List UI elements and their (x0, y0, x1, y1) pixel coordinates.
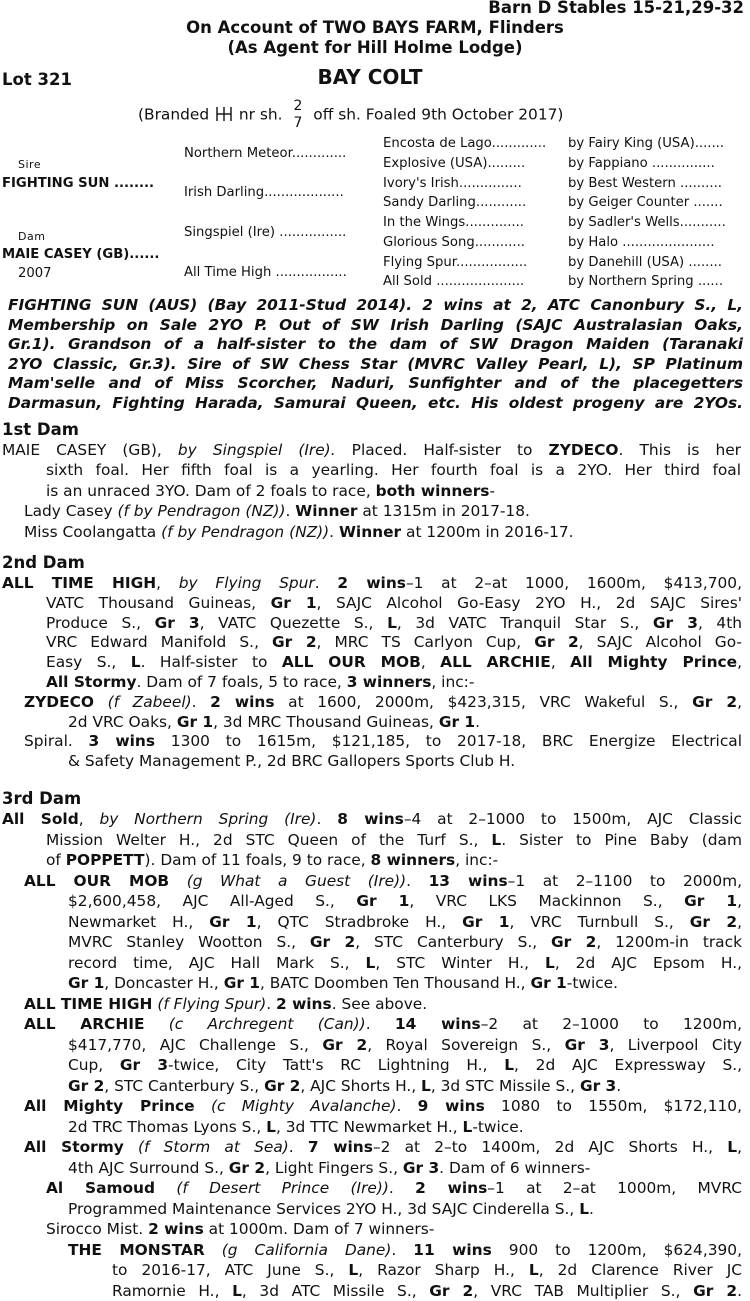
text: , 3d ATC Missile S., (242, 1282, 429, 1300)
text: . (366, 1015, 395, 1033)
bold-text: ALL ARCHIE (24, 1015, 144, 1033)
bold-text: 2 wins (415, 1179, 487, 1197)
pedigree-text-line (24, 1014, 742, 1035)
text: is an unraced 3YO. Dam of 2 foals to race, (46, 482, 376, 500)
text: , (421, 653, 440, 671)
pedigree-text-line (24, 731, 742, 752)
dam-dam: All Time High ................. (184, 263, 347, 282)
pedigree-text-line (24, 1096, 742, 1117)
bold-text: L (421, 1077, 431, 1095)
bold-text: Gr 3 (580, 1077, 616, 1095)
text: , (737, 693, 742, 711)
text: , VATC Quezette S., (200, 614, 387, 632)
italic-text: (f Desert Prince (Ire)) (176, 1179, 389, 1197)
text: . (316, 810, 337, 828)
ancestor-g2-5: In the Wings.............. (383, 213, 524, 232)
pedigree-text-line (24, 871, 742, 892)
text: , (737, 653, 742, 671)
text: , 1200m-in track (596, 933, 742, 951)
bold-text: Gr 2 (429, 1282, 473, 1300)
text: . Half-sister to (141, 653, 282, 671)
dam-sire: Singspiel (Ire) ................ (184, 223, 346, 242)
pedigree-text-line (46, 652, 742, 673)
text: . (266, 995, 276, 1013)
text: . (315, 574, 338, 592)
brand-fraction (293, 98, 302, 132)
pedigree-text-line (112, 1281, 742, 1301)
text (169, 872, 187, 890)
text: , QTC Stradbroke H., (257, 913, 463, 931)
bold-text: L (366, 954, 376, 972)
bold-text: ZYDECO (549, 441, 619, 459)
italic-text: (g California Dane) (222, 1241, 392, 1259)
text: Cup, (68, 1056, 120, 1074)
pedigree-text-line (68, 891, 742, 912)
dam-year: 2007 (18, 264, 52, 283)
bold-text: 8 winners (371, 851, 456, 869)
bold-text: Gr 1 (68, 974, 104, 992)
text: , (551, 653, 570, 671)
bold-text: Gr 2 (693, 1282, 737, 1300)
bold-text: Gr 2 (322, 1036, 367, 1054)
bold-text: 11 wins (413, 1241, 492, 1259)
lot-title: BAY COLT (0, 67, 740, 88)
text: at 1000m. Dam of 7 winners- (204, 1220, 435, 1238)
text: , STC Winter H., (375, 954, 545, 972)
brand-mark-icon (214, 106, 234, 122)
text: , 4th (698, 614, 742, 632)
text: Programmed Maintenance Services 2YO H., 3d SAJC Cinderella S., (68, 1200, 579, 1218)
pedigree-text-line (2, 440, 741, 461)
bold-text: L (491, 831, 501, 849)
italic-text: by Flying Spur (179, 574, 315, 592)
bold-text: L (348, 1261, 358, 1279)
text: –1 at 2–1100 to 2000m, (508, 872, 742, 890)
text: 2d TRC Thomas Lyons S., (68, 1118, 266, 1136)
bold-text: Gr 2 (551, 933, 596, 951)
bold-text: 3 wins (89, 732, 156, 750)
bold-text: L (579, 1200, 589, 1218)
sire-sire: Northern Meteor............. (184, 144, 346, 163)
pedigree-text-line (68, 1158, 590, 1179)
pedigree-text-line (68, 912, 742, 933)
bold-text: Gr 1 (530, 974, 566, 992)
pedigree-text-line (46, 593, 742, 614)
ancestor-g2-6: Glorious Song............ (383, 233, 525, 252)
text: , BATC Doomben Ten Thousand H., (260, 974, 530, 992)
pedigree-text-line (68, 1035, 742, 1056)
bold-text: THE MONSTAR (68, 1241, 205, 1259)
text: , STC Canterbury S., (355, 933, 551, 951)
summary-line: FIGHTING SUN (AUS) (Bay 2011-Stud 2014). 2 wins at 2, ATC Canonbury S., L, (8, 296, 743, 316)
stables-location: Barn D Stables 15-21,29-32 (488, 0, 744, 19)
text: . (737, 1282, 742, 1300)
pedigree-text-line (24, 501, 530, 522)
ancestor-g3-2: by Fappiano ............... (568, 154, 715, 173)
text: Easy S., (46, 653, 131, 671)
text: Miss Coolangatta (24, 523, 161, 541)
bold-text: Gr 2 (68, 1077, 104, 1095)
text: , 3d STC Missile S., (431, 1077, 580, 1095)
third-dam-heading: 3rd Dam (2, 789, 81, 810)
text: 4th AJC Surround S., (68, 1159, 229, 1177)
bold-text: L (266, 1118, 276, 1136)
text: , Liverpool City (609, 1036, 742, 1054)
bold-text: POPPETT (66, 851, 145, 869)
text: –4 at 2–1000 to 1500m, AJC Classic (404, 810, 742, 828)
brand-nr: nr sh. (239, 106, 283, 124)
bold-text: Gr 1 (462, 913, 509, 931)
text: at 1315m in 2017-18. (357, 502, 529, 520)
text: MAIE CASEY (GB), (2, 441, 178, 459)
pedigree-text-line (68, 751, 515, 772)
pedigree-text-line (68, 953, 742, 974)
text: . (289, 1138, 308, 1156)
pedigree-text-line (46, 460, 741, 481)
pedigree-text-line (24, 522, 574, 543)
text: , (79, 810, 100, 828)
text: - (489, 482, 495, 500)
text: . This is her (619, 441, 741, 459)
bold-text: Gr 2 (229, 1159, 265, 1177)
bold-text: L (387, 614, 397, 632)
text: –2 at 2–to 1400m, 2d AJC Shorts H., (373, 1138, 727, 1156)
text: –1 at 2–at 1000m, MVRC (487, 1179, 742, 1197)
first-dam-heading: 1st Dam (2, 420, 79, 441)
text: at 1200m in 2016-17. (401, 523, 573, 541)
text (195, 1097, 211, 1115)
pedigree-text-line (24, 1137, 742, 1158)
text: –1 at 2–at 1000, 1600m, $413,700, (406, 574, 742, 592)
bold-text: Gr 1 (177, 713, 213, 731)
bold-text: Gr 2 (264, 1077, 300, 1095)
text: Mission Welter H., 2d STC Queen of the Turf S., (46, 831, 491, 849)
ancestor-g2-3: Ivory's Irish............... (383, 174, 522, 193)
bold-text: 2 wins (210, 693, 274, 711)
text: & Safety Management P., 2d BRC Gallopers Sports Club H. (68, 752, 515, 770)
pedigree-text-line (2, 809, 742, 830)
bold-text: Gr 3 (403, 1159, 439, 1177)
text: 1300 to 1615m, $121,185, to 2017-18, BRC Energize Electrical (155, 732, 742, 750)
text: 1080 to 1550m, $172,110, (485, 1097, 742, 1115)
text: . (391, 1241, 413, 1259)
bold-text: L (545, 954, 555, 972)
bold-text: 14 wins (395, 1015, 481, 1033)
ancestor-g2-7: Flying Spur................. (383, 253, 527, 272)
text: , 2d AJC Epsom H., (555, 954, 742, 972)
text: -twice. (472, 1118, 523, 1136)
bold-text: ALL OUR MOB (24, 872, 169, 890)
ancestor-g3-8: by Northern Spring ...... (568, 272, 723, 291)
text: . (396, 1097, 417, 1115)
text: . See above. (332, 995, 427, 1013)
ancestor-g2-1: Encosta de Lago............. (383, 134, 546, 153)
vendor-account: On Account of TWO BAYS FARM, Flinders (0, 18, 750, 39)
text: , VRC LKS Mackinnon S., (409, 892, 684, 910)
ancestor-g3-6: by Halo ...................... (568, 233, 715, 252)
text: , Light Fingers S., (265, 1159, 403, 1177)
text (155, 1179, 176, 1197)
text: , STC Canterbury S., (104, 1077, 264, 1095)
pedigree-text-line (2, 573, 742, 594)
bold-text: 3 winners (347, 673, 432, 691)
text: –2 at 2–1000 to 1200m, (481, 1015, 742, 1033)
bold-text: Gr 3 (565, 1036, 610, 1054)
bold-text: Gr 1 (271, 594, 317, 612)
text: , 2d Clarence River JC (539, 1261, 742, 1279)
ancestor-g2-2: Explosive (USA)......... (383, 154, 525, 173)
text: . (475, 713, 480, 731)
text: , VRC Turnbull S., (510, 913, 690, 931)
text: of (46, 851, 66, 869)
pedigree-text-line (46, 481, 495, 502)
bold-text: Gr 1 (684, 892, 737, 910)
bold-text: Gr 3 (120, 1056, 168, 1074)
text: . Sister to Pine Baby (dam (501, 831, 742, 849)
text: 900 to 1200m, $624,390, (492, 1241, 742, 1259)
text: . (192, 693, 211, 711)
bold-text: Gr 1 (439, 713, 475, 731)
text: . (285, 502, 295, 520)
text (205, 1241, 222, 1259)
text: MVRC Stanley Wootton S., (68, 933, 310, 951)
pedigree-text-line (24, 994, 427, 1015)
bold-text: Winner (339, 523, 401, 541)
pedigree-text-line (46, 613, 742, 634)
text: . Dam of 7 foals, 5 to race, (137, 673, 347, 691)
ancestor-g3-5: by Sadler's Wells........... (568, 213, 726, 232)
sire-name: FIGHTING SUN ........ (2, 174, 154, 193)
italic-text: (f Zabeel) (108, 693, 192, 711)
pedigree-text-line (46, 830, 742, 851)
text: . (389, 1179, 415, 1197)
pedigree-text-line (46, 1178, 742, 1199)
second-dam-heading: 2nd Dam (2, 553, 85, 574)
bold-text: Gr 2 (272, 633, 316, 651)
italic-text: (f Flying Spur) (157, 995, 266, 1013)
text: . (329, 523, 339, 541)
bold-text: Gr 2 (690, 913, 737, 931)
bold-text: 9 wins (418, 1097, 485, 1115)
text: -twice. (567, 974, 618, 992)
bold-text: both winners (376, 482, 490, 500)
text: , 2d AJC Expressway S., (514, 1056, 742, 1074)
vendor-agent: (As Agent for Hill Holme Lodge) (0, 38, 750, 59)
pedigree-text-line (68, 1240, 742, 1261)
dam-name: MAIE CASEY (GB)...... (2, 245, 159, 264)
bold-text: L (232, 1282, 242, 1300)
text: Placed. Half-sister to (336, 441, 549, 459)
text: record time, AJC Hall Mark S., (68, 954, 366, 972)
bold-text: 8 wins (337, 810, 404, 828)
brand-prefix: (Branded (138, 106, 209, 124)
text: . Dam of 6 winners- (439, 1159, 590, 1177)
bold-text: All Mighty Prince (24, 1097, 195, 1115)
italic-text: by Singspiel (Ire). (178, 441, 336, 459)
pedigree-text-line (68, 1199, 594, 1220)
italic-text: (c Mighty Avalanche) (211, 1097, 397, 1115)
pedigree-text-line (24, 692, 742, 713)
text: , 3d MRC Thousand Guineas, (213, 713, 439, 731)
text: , MRC TS Carlyon Cup, (317, 633, 535, 651)
pedigree-text-line (68, 712, 480, 733)
text: sixth foal. Her fifth foal is a yearling. Her fourth foal is a 2YO. Her third foal (46, 461, 741, 479)
text: . (406, 872, 428, 890)
bold-text: L (131, 653, 141, 671)
text: ). Dam of 11 foals, 9 to race, (145, 851, 371, 869)
bold-text: Gr 2 (534, 633, 578, 651)
text: $2,600,458, AJC All-Aged S., (68, 892, 356, 910)
italic-text: (c Archregent (Can)) (169, 1015, 366, 1033)
bold-text: ZYDECO (24, 693, 94, 711)
pedigree-text-line (46, 850, 498, 871)
pedigree-text-line (46, 632, 742, 653)
text: , (737, 1138, 742, 1156)
bold-text: Gr 2 (692, 693, 737, 711)
text: , Doncaster H., (104, 974, 223, 992)
sire-dam: Irish Darling................... (184, 183, 344, 202)
text: , (737, 913, 742, 931)
bold-text: ALL TIME HIGH (24, 995, 152, 1013)
lot-number: Lot 321 (2, 70, 72, 91)
brand-line (138, 98, 563, 132)
text: , 3d TTC Newmarket H., (276, 1118, 463, 1136)
brand-fraction-top: 2 (293, 98, 302, 115)
bold-text: Winner (295, 502, 357, 520)
summary-line: Gr.1). Grandson of a half-sister to the dam of SW Dragon Maiden (Taranaki (8, 335, 743, 355)
italic-text: (g What a Guest (Ire)) (187, 872, 406, 890)
pedigree-text-line (112, 1260, 742, 1281)
bold-text: L (529, 1261, 539, 1279)
text: , inc:- (455, 851, 498, 869)
text: . (616, 1077, 621, 1095)
text: , (737, 892, 742, 910)
ancestor-g3-3: by Best Western .......... (568, 174, 722, 193)
text: to 2016-17, ATC June S., (112, 1261, 348, 1279)
bold-text: All Stormy (24, 1138, 124, 1156)
sire-summary (8, 296, 743, 414)
text: . (589, 1200, 594, 1218)
text: VRC Edward Manifold S., (46, 633, 272, 651)
bold-text: L (463, 1118, 473, 1136)
bold-text: Gr 1 (356, 892, 409, 910)
summary-line: Darmasun, Fighting Harada, Samurai Queen, etc. His oldest progeny are 2YOs. (8, 394, 743, 414)
text: , (156, 574, 179, 592)
text: VATC Thousand Guineas, (46, 594, 271, 612)
bold-text: All Mighty Prince (570, 653, 737, 671)
bold-text: Gr 1 (209, 913, 256, 931)
italic-text: (f by Pendragon (NZ)) (161, 523, 329, 541)
ancestor-g3-1: by Fairy King (USA)....... (568, 134, 724, 153)
text: , 3d VATC Tranquil Star S., (397, 614, 653, 632)
bold-text: L (727, 1138, 737, 1156)
italic-text: (f Storm at Sea) (138, 1138, 289, 1156)
bold-text: Gr 1 (224, 974, 260, 992)
bold-text: 7 wins (308, 1138, 373, 1156)
text: Ramornie H., (112, 1282, 232, 1300)
ancestor-g2-8: All Sold ..................... (383, 272, 524, 291)
text: at 1600, 2000m, $423,315, VRC Wakeful S., (275, 693, 693, 711)
ancestor-g2-4: Sandy Darling............ (383, 193, 526, 212)
text: , AJC Shorts H., (300, 1077, 421, 1095)
text: Spiral. (24, 732, 89, 750)
pedigree-text-line (68, 932, 742, 953)
text: , Razor Sharp H., (358, 1261, 529, 1279)
text: $417,770, AJC Challenge S., (68, 1036, 322, 1054)
dam-label: Dam (18, 227, 45, 246)
summary-line: 2YO Classic, Gr.3). Sire of SW Chess Star (MVRC Valley Pearl, L), SP Platinum (8, 355, 743, 375)
pedigree-text-line (46, 1219, 434, 1240)
bold-text: 2 wins (276, 995, 332, 1013)
text: -twice, City Tatt's RC Lightning H., (168, 1056, 504, 1074)
bold-text: 13 wins (429, 872, 508, 890)
bold-text: All Sold (2, 810, 79, 828)
italic-text: (f by Pendragon (NZ)) (117, 502, 285, 520)
summary-line: Membership on Sale 2YO P. Out of SW Irish Darling (SAJC Australasian Oaks, (8, 316, 743, 336)
text: , SAJC Alcohol Go- (579, 633, 742, 651)
sire-label: Sire (18, 155, 41, 174)
bold-text: ALL OUR MOB (282, 653, 421, 671)
pedigree-text-line (68, 1117, 524, 1138)
text (94, 693, 108, 711)
text: 2d VRC Oaks, (68, 713, 177, 731)
bold-text: L (504, 1056, 514, 1074)
text (144, 1015, 168, 1033)
italic-text: by Northern Spring (Ire) (99, 810, 316, 828)
text: Produce S., (46, 614, 155, 632)
pedigree-text-line (68, 1055, 742, 1076)
brand-suffix: off sh. Foaled 9th October 2017) (313, 106, 563, 124)
ancestor-g3-7: by Danehill (USA) ........ (568, 253, 722, 272)
bold-text: ALL TIME HIGH (2, 574, 156, 592)
brand-fraction-bottom: 7 (293, 115, 302, 132)
text: Lady Casey (24, 502, 117, 520)
bold-text: 2 wins (148, 1220, 204, 1238)
bold-text: Gr 3 (155, 614, 200, 632)
text: , SAJC Alcohol Go-Easy 2YO H., 2d SAJC Sires' (317, 594, 742, 612)
text (124, 1138, 138, 1156)
pedigree-text-line (68, 973, 618, 994)
bold-text: All Stormy (46, 673, 137, 691)
text: Sirocco Mist. (46, 1220, 148, 1238)
bold-text: 2 wins (337, 574, 406, 592)
text: Newmarket H., (68, 913, 209, 931)
bold-text: Al Samoud (46, 1179, 155, 1197)
summary-line: Mam'selle and of Miss Scorcher, Naduri, Sunfighter and of the placegetters (8, 374, 743, 394)
text: , inc:- (431, 673, 474, 691)
pedigree-text-line (68, 1076, 621, 1097)
pedigree-text-line (46, 672, 474, 693)
bold-text: Gr 2 (310, 933, 355, 951)
ancestor-g3-4: by Geiger Counter ....... (568, 193, 723, 212)
bold-text: Gr 3 (653, 614, 698, 632)
bold-text: ALL ARCHIE (440, 653, 551, 671)
text: , Royal Sovereign S., (367, 1036, 564, 1054)
text: , VRC TAB Multiplier S., (473, 1282, 693, 1300)
